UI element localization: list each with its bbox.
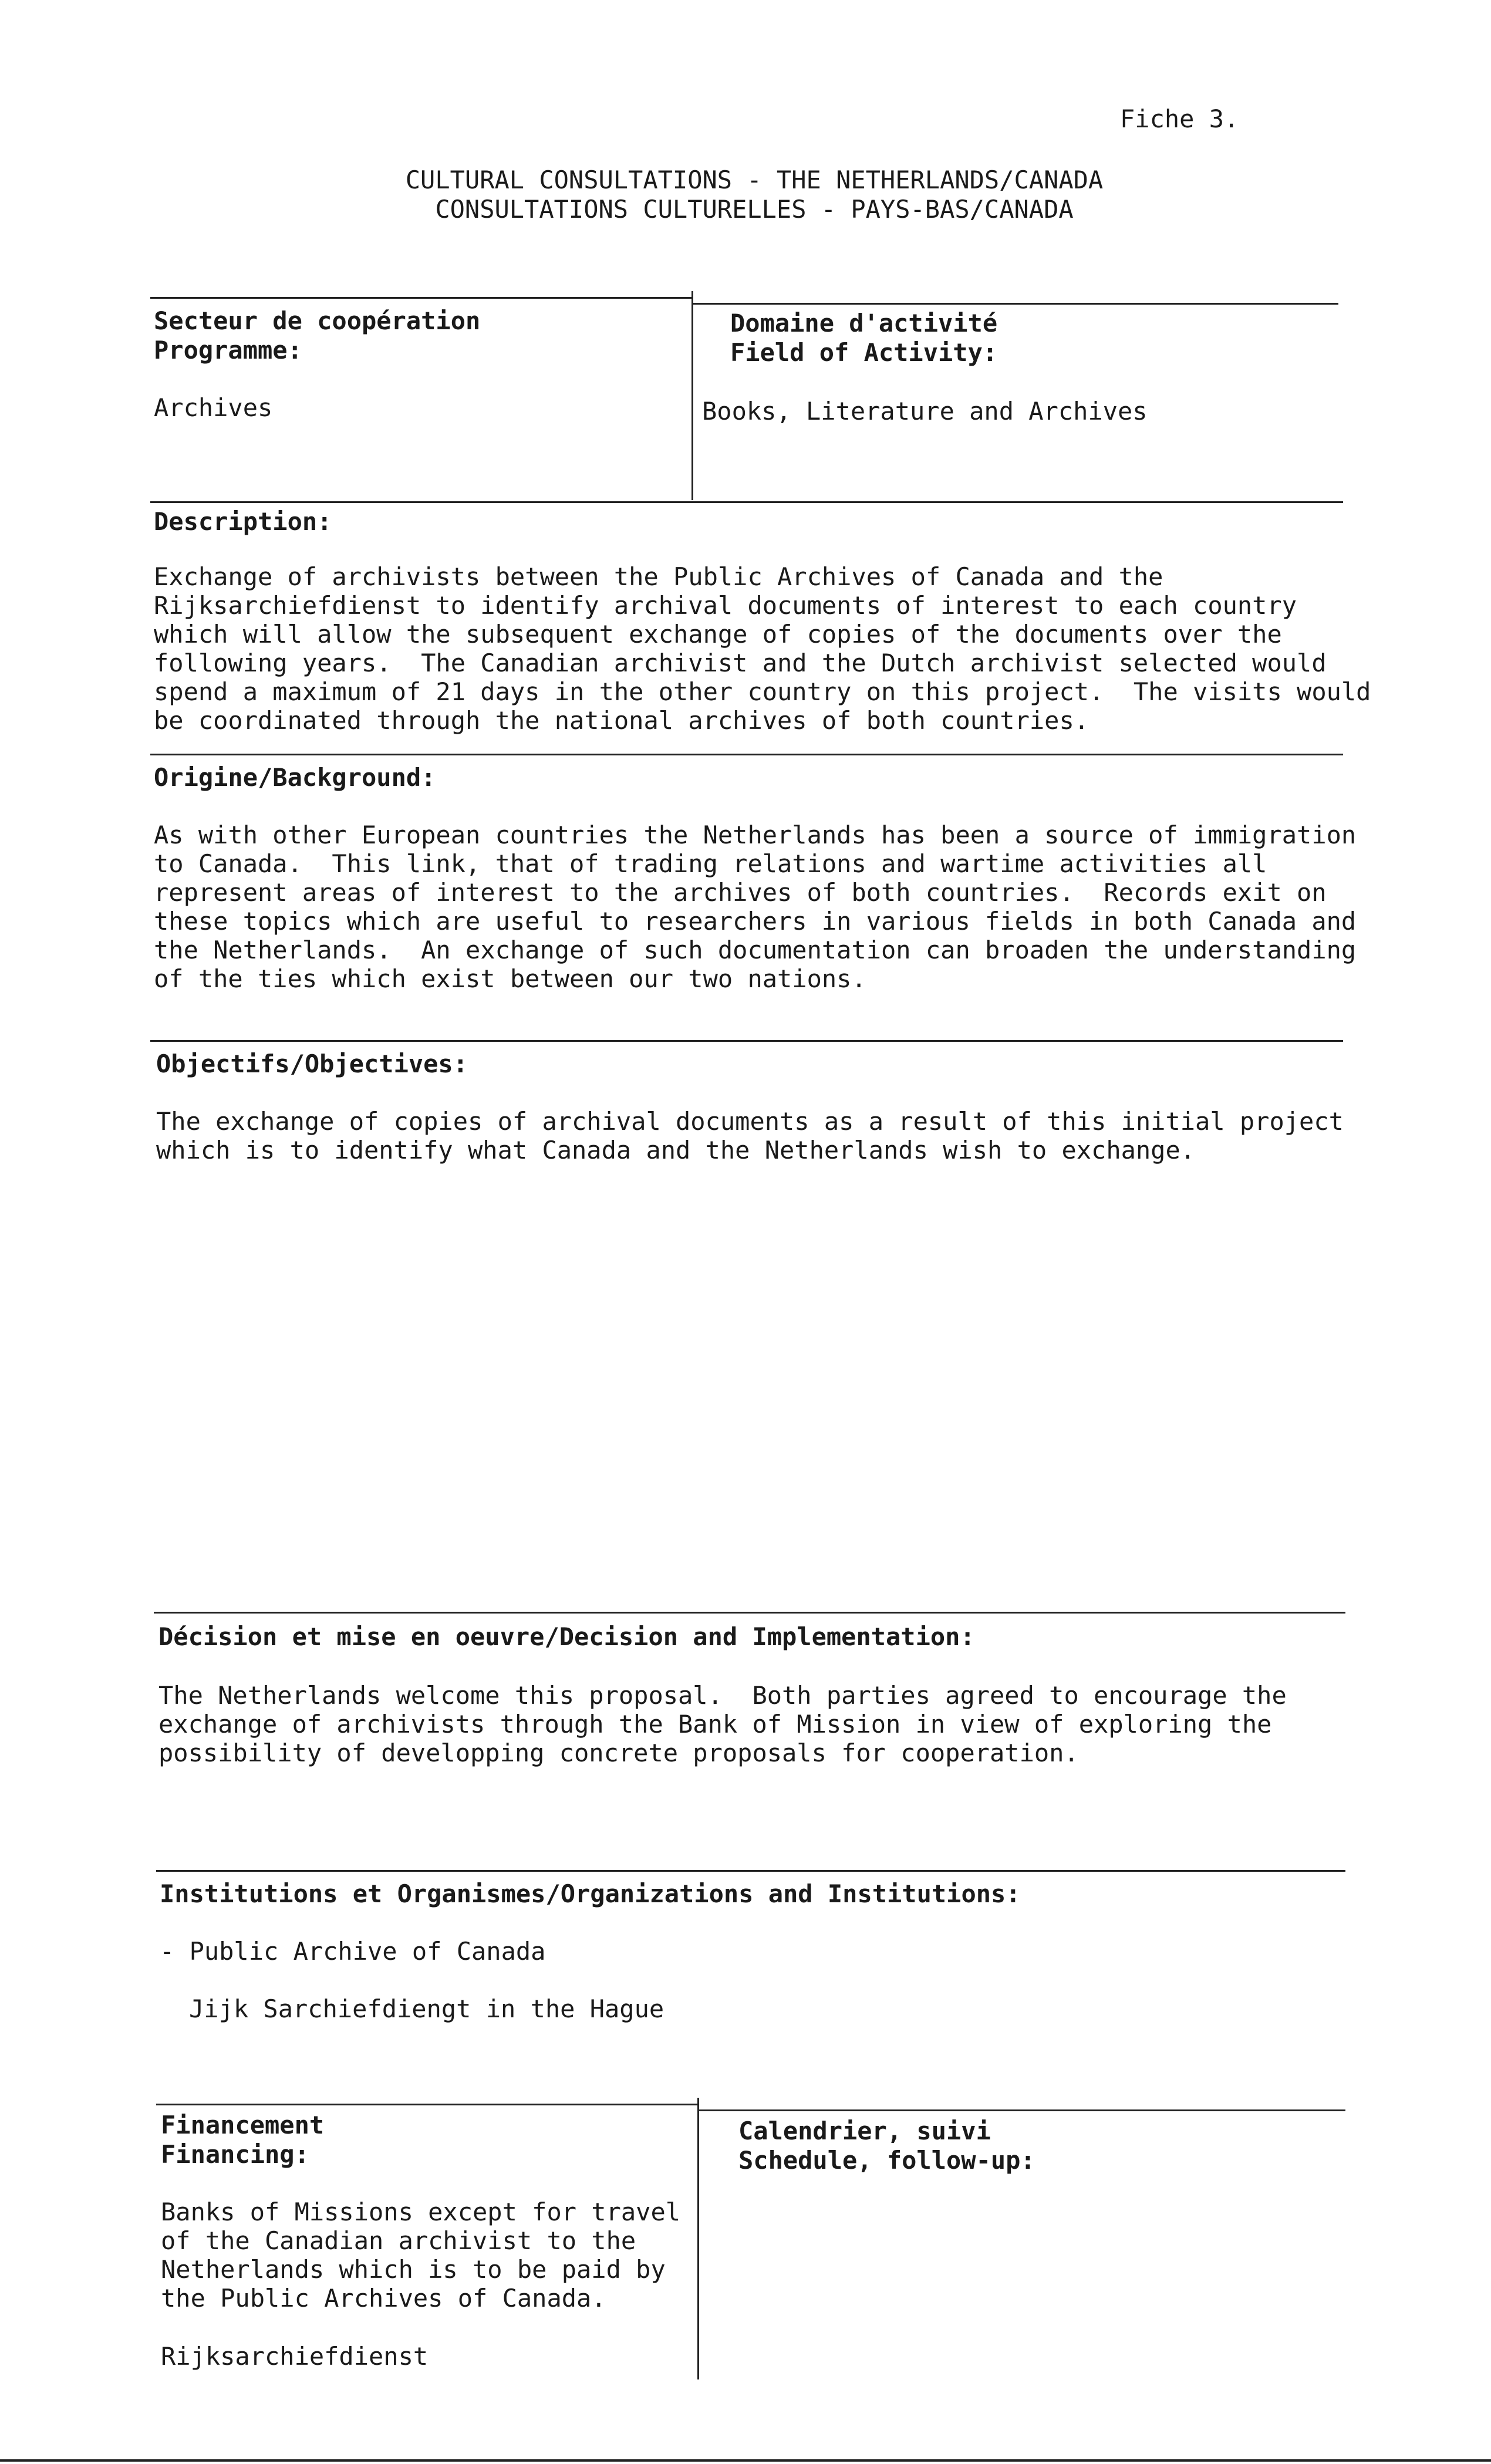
rule-top-divider <box>691 291 693 500</box>
rule-bottom-divider <box>697 2098 699 2379</box>
description-line: be coordinated through the national archives of both countries. <box>154 706 1089 735</box>
description-line: Exchange of archivists between the Public Archives of Canada and the <box>154 562 1163 591</box>
fiche-number: Fiche 3. <box>1120 104 1239 133</box>
rule-bottom-right <box>699 2109 1345 2111</box>
background-line: As with other European countries the Netherlands has been a source of immigration <box>154 821 1357 849</box>
objectives-text <box>156 1107 1344 1165</box>
sector-value: Archives <box>154 393 273 422</box>
description-text <box>154 562 1371 735</box>
schedule-label-en: Schedule, follow-up: <box>738 2146 1035 2175</box>
decision-text <box>158 1681 1287 1767</box>
decision-line: exchange of archivists through the Bank of Mission in view of exploring the <box>158 1710 1272 1739</box>
sector-label-fr: Secteur de coopération <box>154 306 481 335</box>
description-line: which will allow the subsequent exchange of copies of the documents over the <box>154 620 1282 649</box>
financing-line: Netherlands which is to be paid by <box>161 2255 666 2284</box>
financing-line: the Public Archives of Canada. <box>161 2284 606 2313</box>
decision-line: The Netherlands welcome this proposal. Both parties agreed to encourage the <box>158 1681 1287 1710</box>
financing-line: Banks of Missions except for travel <box>161 2198 681 2226</box>
sector-label-en: Programme: <box>154 336 302 364</box>
description-line: Rijksarchiefdienst to identify archival documents of interest to each country <box>154 591 1297 620</box>
financing-extra: Rijksarchiefdienst <box>161 2342 429 2371</box>
institution-item: Jijk Sarchiefdiengt in the Hague <box>189 1994 664 2023</box>
background-line: of the ties which exist between our two nations. <box>154 964 866 993</box>
objectives-heading: Objectifs/Objectives: <box>156 1049 468 1078</box>
decision-line: possibility of developping concrete proposals for cooperation. <box>158 1739 1079 1767</box>
institution-item: - Public Archive of Canada <box>160 1937 546 1966</box>
rule-background <box>150 754 1343 755</box>
background-line: to Canada. This link, that of trading relations and wartime activities all <box>154 849 1267 878</box>
background-text <box>154 821 1356 993</box>
institutions-heading: Institutions et Organismes/Organizations and Institutions: <box>160 1879 1021 1908</box>
objectives-line: which is to identify what Canada and the Netherlands wish to exchange. <box>156 1136 1196 1165</box>
domain-value: Books, Literature and Archives <box>702 397 1148 426</box>
document-title-fr: CONSULTATIONS CULTURELLES - PAYS-BAS/CANADA <box>435 195 1074 224</box>
page-bottom-border <box>0 2459 1491 2462</box>
financing-label-en: Financing: <box>161 2140 309 2169</box>
description-line: following years. The Canadian archivist and the Dutch archivist selected would <box>154 649 1327 677</box>
financing-text <box>161 2198 680 2313</box>
financing-label-fr: Financement <box>161 2111 325 2139</box>
background-line: these topics which are useful to researchers in various fields in both Canada and <box>154 907 1357 936</box>
rule-decision <box>154 1612 1345 1614</box>
schedule-label-fr: Calendrier, suivi <box>738 2117 991 2145</box>
decision-heading: Décision et mise en oeuvre/Decision and Implementation: <box>158 1622 975 1651</box>
background-heading: Origine/Background: <box>154 763 436 792</box>
rule-top-right <box>693 303 1338 305</box>
financing-line: of the Canadian archivist to the <box>161 2226 636 2255</box>
rule-institutions <box>156 1870 1345 1872</box>
document-title-en: CULTURAL CONSULTATIONS - THE NETHERLANDS/CANADA <box>405 166 1104 194</box>
rule-description <box>150 501 1343 503</box>
domain-label-en: Field of Activity: <box>730 338 998 367</box>
description-heading: Description: <box>154 507 332 536</box>
domain-label-fr: Domaine d'activité <box>730 309 998 337</box>
rule-bottom-left <box>156 2104 699 2105</box>
description-line: spend a maximum of 21 days in the other country on this project. The visits would <box>154 677 1371 706</box>
background-line: represent areas of interest to the archives of both countries. Records exit on <box>154 878 1327 907</box>
background-line: the Netherlands. An exchange of such documentation can broaden the understanding <box>154 936 1357 964</box>
rule-objectives <box>150 1040 1343 1042</box>
objectives-line: The exchange of copies of archival documents as a result of this initial project <box>156 1107 1344 1136</box>
rule-top-left <box>150 297 693 299</box>
